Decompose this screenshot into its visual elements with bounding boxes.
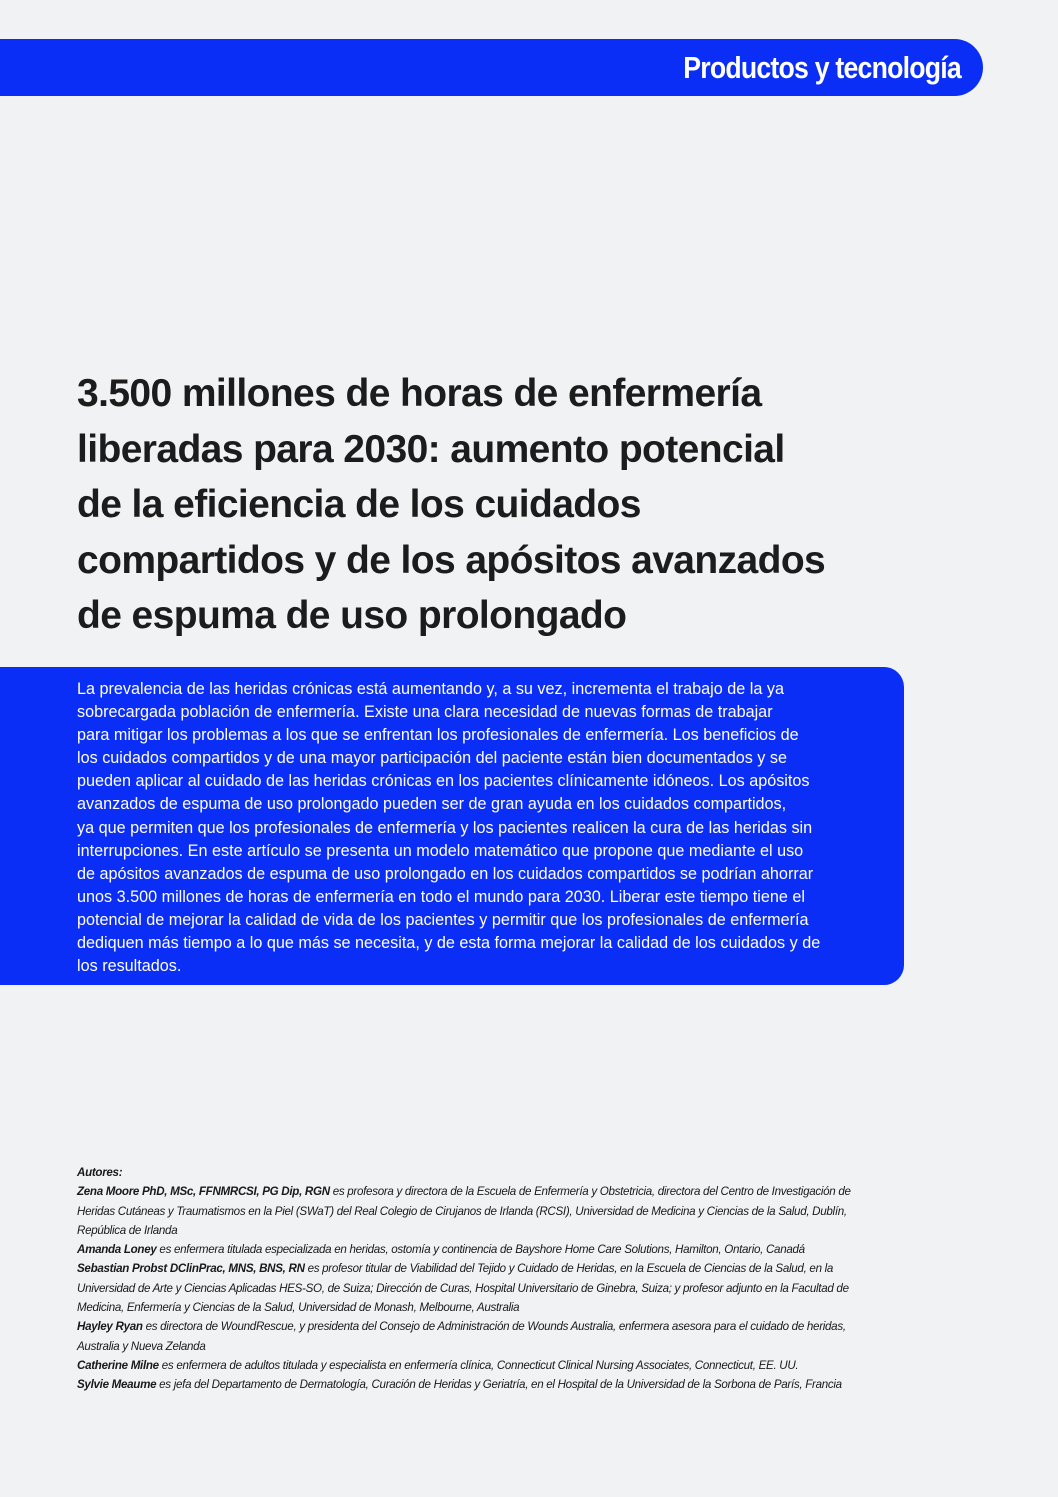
author-bio-line: Australia y Nueva Zelanda: [77, 1339, 206, 1353]
author-name: Amanda Loney: [77, 1243, 157, 1257]
author-bio-line: es jefa del Departamento de Dermatología, Curación de Heridas y Geriatría, en el Hospital de la Universidad de la Sorbona de París, Francia: [156, 1378, 842, 1392]
author-bio-line: es enfermera de adultos titulada y especialista en enfermería clínica, Connecticut Clinical Nursing Associates, Connecticut, EE. UU.: [158, 1358, 799, 1372]
author-name: Catherine Milne: [77, 1358, 159, 1372]
abstract-line: pueden aplicar al cuidado de las heridas crónicas en los pacientes clínicamente idóneos. Los apósitos: [77, 772, 810, 791]
author-entry: [77, 1259, 927, 1278]
author-entry: [77, 1182, 927, 1201]
abstract-box: [0, 667, 904, 985]
abstract-line: dediquen más tiempo a lo que más se necesita, y de esta forma mejorar la calidad de los cuidados y de: [77, 934, 821, 953]
section-header-bar: [0, 39, 983, 96]
abstract-line: avanzados de espuma de uso prolongado pueden ser de gran ayuda en los cuidados compartidos,: [77, 795, 787, 814]
authors-section: [77, 1163, 927, 1395]
author-entry: [77, 1317, 927, 1336]
author-bio-line: es profesora y directora de la Escuela de Enfermería y Obstetricia, directora del Centro de Investigación de: [329, 1185, 851, 1199]
author-name: Sebastian Probst DClinPrac, MNS, BNS, RN: [77, 1262, 305, 1276]
article-title-line: de la eficiencia de los cuidados: [77, 483, 641, 526]
abstract-line: La prevalencia de las heridas crónicas está aumentando y, a su vez, incrementa el trabajo de la ya: [77, 680, 784, 698]
section-label: Productos y tecnología: [683, 50, 961, 85]
abstract-line: para mitigar los problemas a los que se enfrentan los profesionales de enfermería. Los beneficios de: [77, 726, 799, 745]
abstract-line: de apósitos avanzados de espuma de uso prolongado en los cuidados compartidos se podrían ahorrar: [77, 864, 814, 883]
author-bio-line: República de Irlanda: [77, 1223, 178, 1237]
article-title: [77, 366, 937, 644]
article-title-line: compartidos y de los apósitos avanzados: [77, 538, 826, 582]
abstract-line: potencial de mejorar la calidad de vida de los pacientes y permitir que los profesionales de enfermería: [77, 910, 809, 929]
author-bio-line: Universidad de Arte y Ciencias Aplicadas HES-SO, de Suiza; Dirección de Curas, Hospital Universitario de Ginebra, Suiza; y profesor adjunto en la Facultad de: [77, 1281, 849, 1295]
author-bio-line: Medicina, Enfermería y Ciencias de la Salud, Universidad de Monash, Melbourne, Australia: [77, 1301, 520, 1315]
abstract-line: los resultados.: [77, 957, 182, 976]
abstract-line: los cuidados compartidos y de una mayor participación del paciente están bien documentados y se: [77, 749, 787, 768]
author-name: Hayley Ryan: [77, 1320, 143, 1334]
author-bio-line: es profesor titular de Viabilidad del Tejido y Cuidado de Heridas, en la Escuela de Ciencias de la Salud, en la: [304, 1262, 834, 1276]
author-bio-line: es enfermera titulada especializada en heridas, ostomía y continencia de Bayshore Home Care Solutions, Hamilton, Ontario, Canadá: [156, 1243, 805, 1257]
abstract-line: sobrecargada población de enfermería. Existe una clara necesidad de nuevas formas de trabajar: [77, 703, 773, 722]
author-entry: [77, 1240, 927, 1259]
abstract-line: ya que permiten que los profesionales de enfermería y los pacientes realicen la cura de las heridas sin: [77, 818, 813, 837]
author-bio-line: es directora de WoundRescue, y presidenta del Consejo de Administración de Wounds Australia, enfermera asesora para el cuidado de heridas,: [142, 1320, 846, 1334]
authors-heading: Autores:: [77, 1166, 123, 1179]
author-bio-line: Heridas Cutáneas y Traumatismos en la Piel (SWaT) del Real Colegio de Cirujanos de Irlanda (RCSI), Universidad de Medicina y Ciencias de la Salud, Dublín,: [77, 1204, 847, 1218]
abstract-line: unos 3.500 millones de horas de enfermería en todo el mundo para 2030. Liberar este tiempo tiene el: [77, 887, 806, 906]
article-title-line: de espuma de uso prolongado: [77, 594, 627, 637]
author-entry: [77, 1375, 927, 1394]
abstract-line: interrupciones. En este artículo se presenta un modelo matemático que propone que mediante el uso: [77, 841, 804, 860]
author-name: Sylvie Meaume: [77, 1378, 157, 1392]
article-title-line: 3.500 millones de horas de enfermería: [77, 372, 762, 415]
article-title-line: liberadas para 2030: aumento potencial: [77, 427, 785, 471]
author-name: Zena Moore PhD, MSc, FFNMRCSI, PG Dip, RGN: [77, 1185, 330, 1199]
abstract-text: [77, 678, 820, 978]
author-entry: [77, 1356, 927, 1375]
